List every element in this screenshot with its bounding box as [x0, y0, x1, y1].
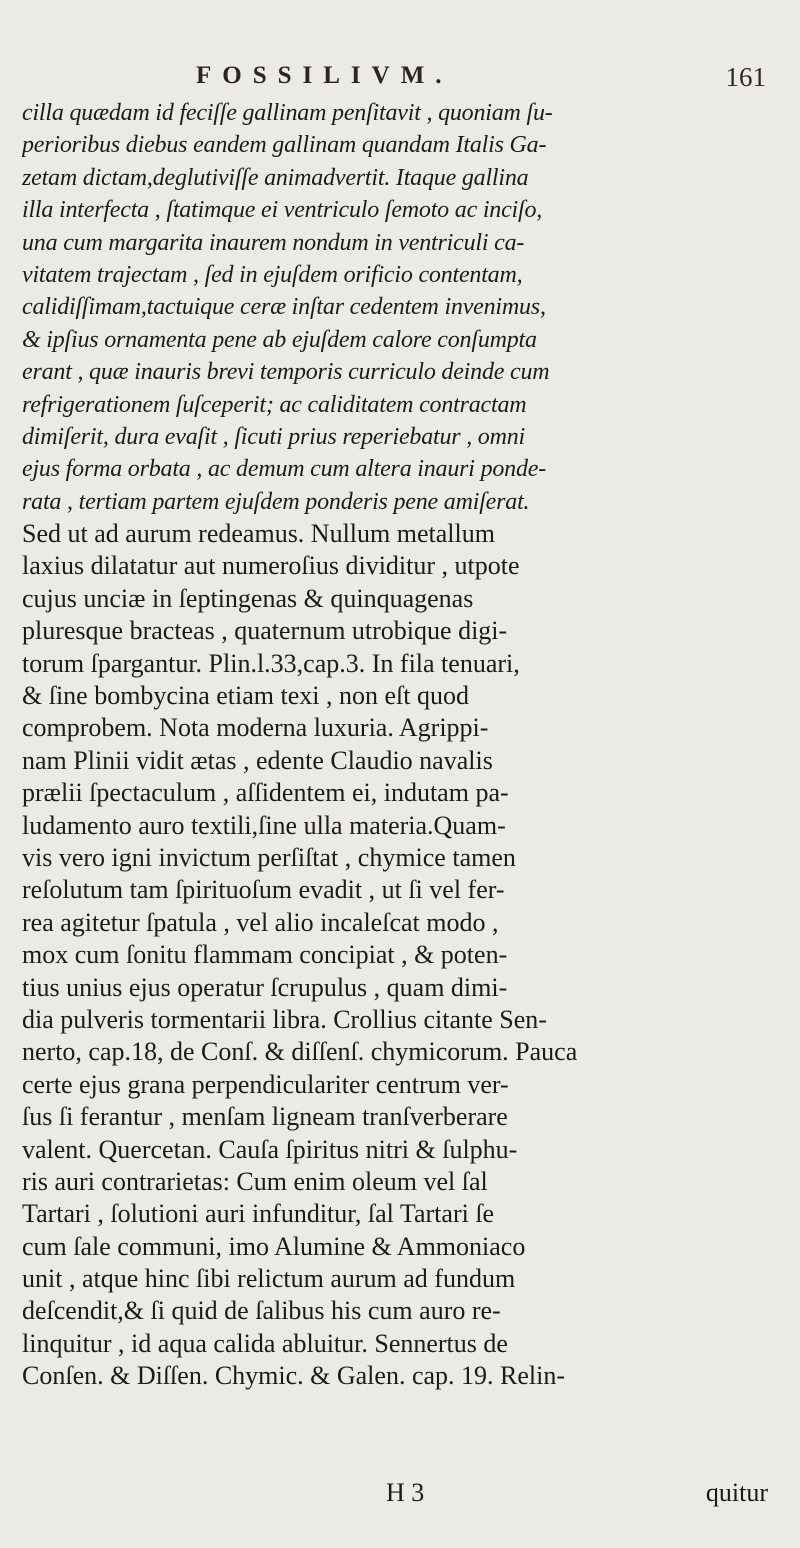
text-line: & ſine bombycina etiam texi , non eſt quod: [22, 681, 469, 711]
text-line: vis vero igni invictum perſiſtat , chymice tamen: [22, 842, 516, 872]
text-line: unit , atque hinc ſibi relictum aurum ad fundum: [22, 1264, 516, 1294]
text-line: zetam dictam,deglutiviſſe animadvertit. Itaque gallina: [22, 164, 529, 191]
text-line: Conſen. & Diſſen. Chymic. & Galen. cap. 19. Relin-: [22, 1361, 566, 1391]
text-line: ris auri contrarietas: Cum enim oleum vel ſal: [22, 1166, 488, 1196]
page-number: 161: [725, 62, 766, 92]
text-line: erant , quæ inauris brevi temporis curriculo deinde cum: [22, 359, 550, 386]
text-line: laxius dilatatur aut numeroſius dividitur , utpote: [22, 551, 520, 581]
text-line: comprobem. Nota moderna luxuria. Agrippi-: [22, 713, 489, 743]
text-line: Tartari , ſolutioni auri infunditur, ſal Tartari ſe: [22, 1199, 495, 1229]
text-line: dimiſerit, dura evaſit , ſicuti prius reperiebatur , omni: [22, 423, 526, 450]
text-line: refrigerationem ſuſceperit; ac caliditatem contractam: [22, 391, 527, 418]
text-line: cujus unciæ in ſeptingenas & quinquagenas: [22, 583, 474, 613]
text-line: & ipſius ornamenta pene ab ejuſdem calore conſumpta: [22, 326, 537, 353]
text-line: rata , tertiam partem ejuſdem ponderis pene amiſerat.: [22, 488, 530, 515]
catchword: quitur: [705, 1478, 768, 1507]
text-line: valent. Quercetan. Cauſa ſpiritus nitri & ſulphu-: [22, 1134, 518, 1164]
page-header: [0, 62, 800, 98]
text-body: [22, 97, 788, 1393]
text-line: nerto, cap.18, de Conſ. & diſſenſ. chymicorum. Pauca: [22, 1037, 578, 1067]
text-line: reſolutum tam ſpirituoſum evadit , ut ſi vel fer-: [22, 875, 505, 905]
text-line: tius unius ejus operatur ſcrupulus , quam dimi-: [22, 972, 508, 1002]
text-line: una cum margarita inaurem nondum in ventriculi ca-: [22, 229, 525, 256]
text-line: ludamento auro textili,ſine ulla materia.Quam-: [22, 810, 506, 840]
text-line: cum ſale communi, imo Alumine & Ammoniaco: [22, 1231, 526, 1261]
running-title: FOSSILIVM.: [196, 62, 453, 89]
text-line: perioribus diebus eandem gallinam quandam Italis Ga-: [22, 132, 547, 159]
text-line: rea agitetur ſpatula , vel alio incaleſcat modo ,: [22, 907, 499, 937]
text-line: ejus forma orbata , ac demum cum altera inauri ponde-: [22, 456, 547, 483]
text-line: cilla quædam id feciſſe gallinam penſitavit , quoniam ſu-: [22, 100, 553, 126]
text-line: Sed ut ad aurum redeamus. Nullum metallum: [22, 519, 495, 549]
text-line: nam Plinii vidit ætas , edente Claudio navalis: [22, 745, 493, 775]
text-line: torum ſpargantur. Plin.l.33,cap.3. In fila tenuari,: [22, 648, 520, 678]
text-line: calidiſſimam,tactuique ceræ inſtar cedentem invenimus,: [22, 294, 546, 321]
text-line: mox cum ſonitu flammam concipiat , & poten-: [22, 940, 508, 970]
text-line: certe ejus grana perpendiculariter centrum ver-: [22, 1069, 509, 1099]
text-line: illa interfecta , ſtatimque ei ventriculo ſemoto ac inciſo,: [22, 197, 543, 224]
text-line: prælii ſpectaculum , aſſidentem ei, indutam pa-: [22, 778, 509, 808]
text-line: pluresque bracteas , quaternum utrobique digi-: [22, 616, 508, 646]
text-line: linquitur , id aqua calida abluitur. Sennertus de: [22, 1328, 508, 1358]
page-footer: [0, 1478, 800, 1518]
text-line: deſcendit,& ſi quid de ſalibus his cum auro re-: [22, 1296, 501, 1326]
text-line: dia pulveris tormentarii libra. Crollius citante Sen-: [22, 1004, 547, 1034]
signature-mark: H 3: [386, 1478, 425, 1507]
text-line: vitatem trajectam , ſed in ejuſdem orificio contentam,: [22, 261, 523, 288]
text-line: ſus ſi ferantur , menſam ligneam tranſverberare: [22, 1102, 508, 1132]
